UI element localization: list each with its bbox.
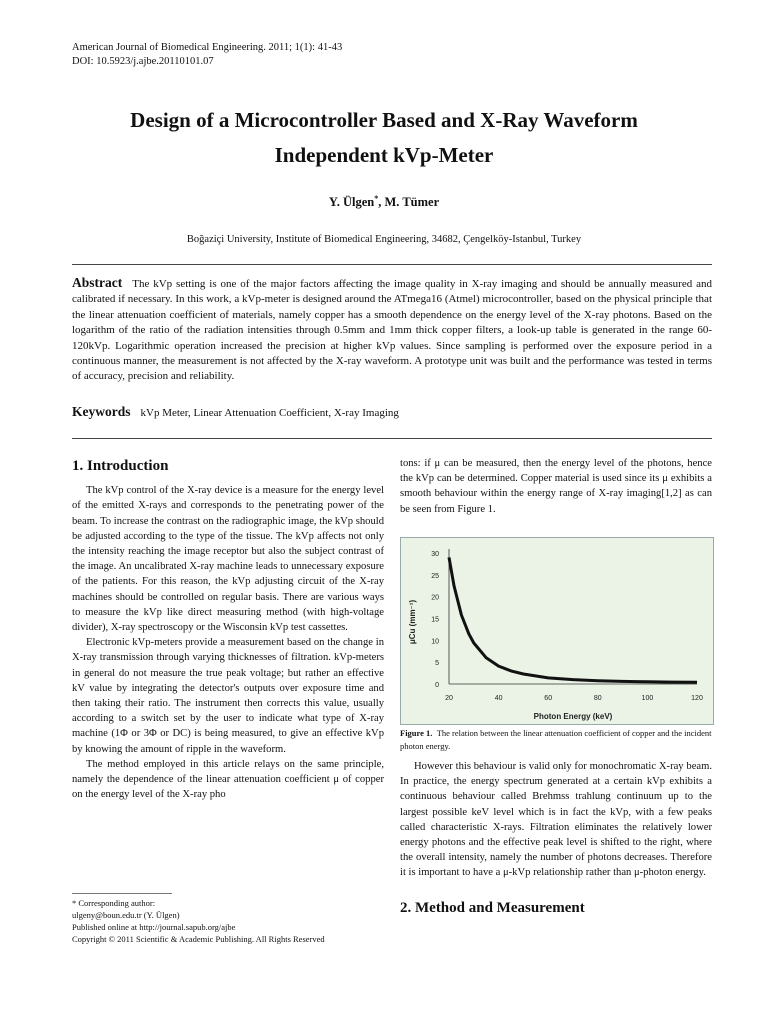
y-tick-label: 30	[431, 551, 439, 558]
intro-paragraph-2: Electronic kVp-meters provide a measurement based on the change in X-ray transmission through varying thicknesses of filtration. kVp-meters in general do not measure the true peak voltage; but rather an effective kV value by integrating the detector's outputs over exposure time and then taking their ratio. The instrument then corrects this value, usually according to a switch set by the user to indicate what type of X-ray machine (1Φ or 3Φ or DC) is being measured, to give an effective kVp by knowing the amount of ripple in the waveform.	[72, 637, 384, 755]
title-line-1: Design of a Microcontroller Based and X-Ray Waveform	[130, 108, 638, 132]
section-2-heading: 2. Method and Measurement	[400, 899, 585, 916]
x-tick-label: 80	[593, 695, 602, 702]
y-axis-label: μCu (mm⁻¹)	[408, 599, 417, 645]
x-tick-label: 100	[641, 695, 654, 702]
keywords-text: kVp Meter, Linear Attenuation Coefficient, X-ray Imaging	[140, 407, 399, 419]
y-tick-label: 5	[435, 660, 439, 668]
author-1: Y. Ülgen	[328, 195, 375, 210]
intro-paragraph-4: tons: if μ can be measured, then the energy level of the photons, hence the kVp can be determined. Copper material is used since its μ exhibits a smooth behaviour within the energy range of X-ray imaging[1,2] as can be seen from Figure 1.	[400, 458, 712, 515]
abstract-label: Abstract	[72, 275, 123, 290]
x-tick-label: 20	[445, 695, 453, 702]
paragraph-monochromatic: However this behaviour is valid only for monochromatic X-ray beam. In practice, the energy spectrum generated at a certain kVp exhibits a continuous behaviour called Brehmss trahlung continuum up to the largest possible keV level which is in fact the kVp, with a few peaks called characteristic X-rays. Filtration eliminates the relatively lower energy photons and the effective peak level is shifted to the right, where the overall intensity, namely the number of photons decreases. Therefore it is important to have a μ-kVp relationship rather than μ-photon energy.	[400, 761, 712, 879]
divider-bottom	[72, 438, 712, 439]
footnote-email: ulgeny@boun.edu.tr (Y. Ülgen)	[72, 910, 180, 920]
journal-header	[72, 41, 342, 69]
y-tick-label: 0	[435, 682, 439, 689]
affiliation: Boğaziçi University, Institute of Biomedical Engineering, 34682, Çengelköy-Istanbul, Turkey	[186, 234, 582, 245]
y-tick-label: 15	[431, 616, 439, 624]
footnote-copyright: Copyright © 2011 Scientific & Academic Publishing. All Rights Reserved	[72, 934, 325, 944]
figure-caption	[400, 727, 712, 753]
paper-title	[60, 103, 708, 173]
abstract	[72, 275, 712, 385]
figure-label: Figure 1.	[400, 728, 433, 738]
section-1-heading: 1. Introduction	[72, 458, 169, 474]
authors	[0, 194, 768, 210]
y-tick-label: 20	[431, 594, 439, 602]
journal-citation: American Journal of Biomedical Engineering. 2011; 1(1): 41-43	[72, 42, 343, 53]
keywords	[72, 404, 712, 420]
footnote-rule	[72, 893, 172, 894]
x-tick-label: 40	[494, 695, 503, 702]
attenuation-chart	[401, 538, 713, 724]
footnote-corresponding: * Corresponding author:	[72, 898, 156, 908]
left-column	[72, 459, 384, 802]
divider-top	[72, 264, 712, 265]
figure-1	[400, 537, 714, 725]
data-series-line	[449, 557, 697, 682]
y-tick-label: 25	[431, 572, 439, 580]
title-line-2: Independent kVp-Meter	[274, 143, 494, 167]
x-tick-label: 60	[544, 695, 553, 702]
x-axis-label: Photon Energy (keV)	[533, 712, 613, 721]
footnote-published: Published online at http://journal.sapub.org/ajbe	[72, 922, 236, 932]
author-2: , M. Tümer	[378, 195, 440, 210]
doi: DOI: 10.5923/j.ajbe.20110101.07	[72, 56, 214, 67]
y-tick-label: 10	[431, 638, 439, 646]
keywords-label: Keywords	[72, 404, 131, 419]
abstract-text: The kVp setting is one of the major factors affecting the image quality in X-ray imaging and should be annually measured and calibrated if necessary. In this work, a kVp-meter is designed around the ATmega16 (Atmel) microcontroller, based on the physical principle that the linear attenuation coefficient of materials, namely copper has a smooth dependence on the energy level of the X-ray photons. Based on the logarithm of the ratio of the radiation intensities through 0.5mm and 1mm thick copper filters, a look-up table is generated in the range 60-120kVp. Logarithmic operation increased the precision at higher kVp values. Since sampling is performed over the exposure period in a continuous manner, the measurement is not affected by the X-ray waveform. A prototype unit was built and the performance was tested in terms of accuracy, precision and reliability.	[72, 278, 712, 383]
corresponding-mark: *	[374, 194, 379, 203]
x-tick-label: 120	[691, 695, 703, 702]
figure-caption-text: The relation between the linear attenuation coefficient of copper and the incident photon energy.	[400, 728, 712, 751]
intro-paragraph-1: The kVp control of the X-ray device is a measure for the energy level of the emitted X-rays and corresponds to the penetrating power of the beam. To increase the contrast on the radiographic image, the kVp should be adjusted according to the type of the tissue. The kVp affects not only the intensity reaching the image receptor but also the subject contrast of the image. An uncalibrated X-ray machine leads to unnecessary exposure of the patients. For this reason, the kVp adjusting circuit of the X-ray machines should be controlled on regular basis. There are various ways to measure the kVp like direct measuring method (with high-voltage divider), X-ray spectroscopy or the Wisconsin kVp test cassettes.	[72, 485, 384, 634]
footnotes	[72, 897, 325, 945]
right-column-bottom	[400, 759, 712, 916]
intro-paragraph-3: The method employed in this article relays on the same principle, namely the dependence of the linear attenuation coefficient μ of copper on the energy level of the X-ray pho	[72, 758, 384, 801]
right-column-top	[400, 456, 712, 517]
